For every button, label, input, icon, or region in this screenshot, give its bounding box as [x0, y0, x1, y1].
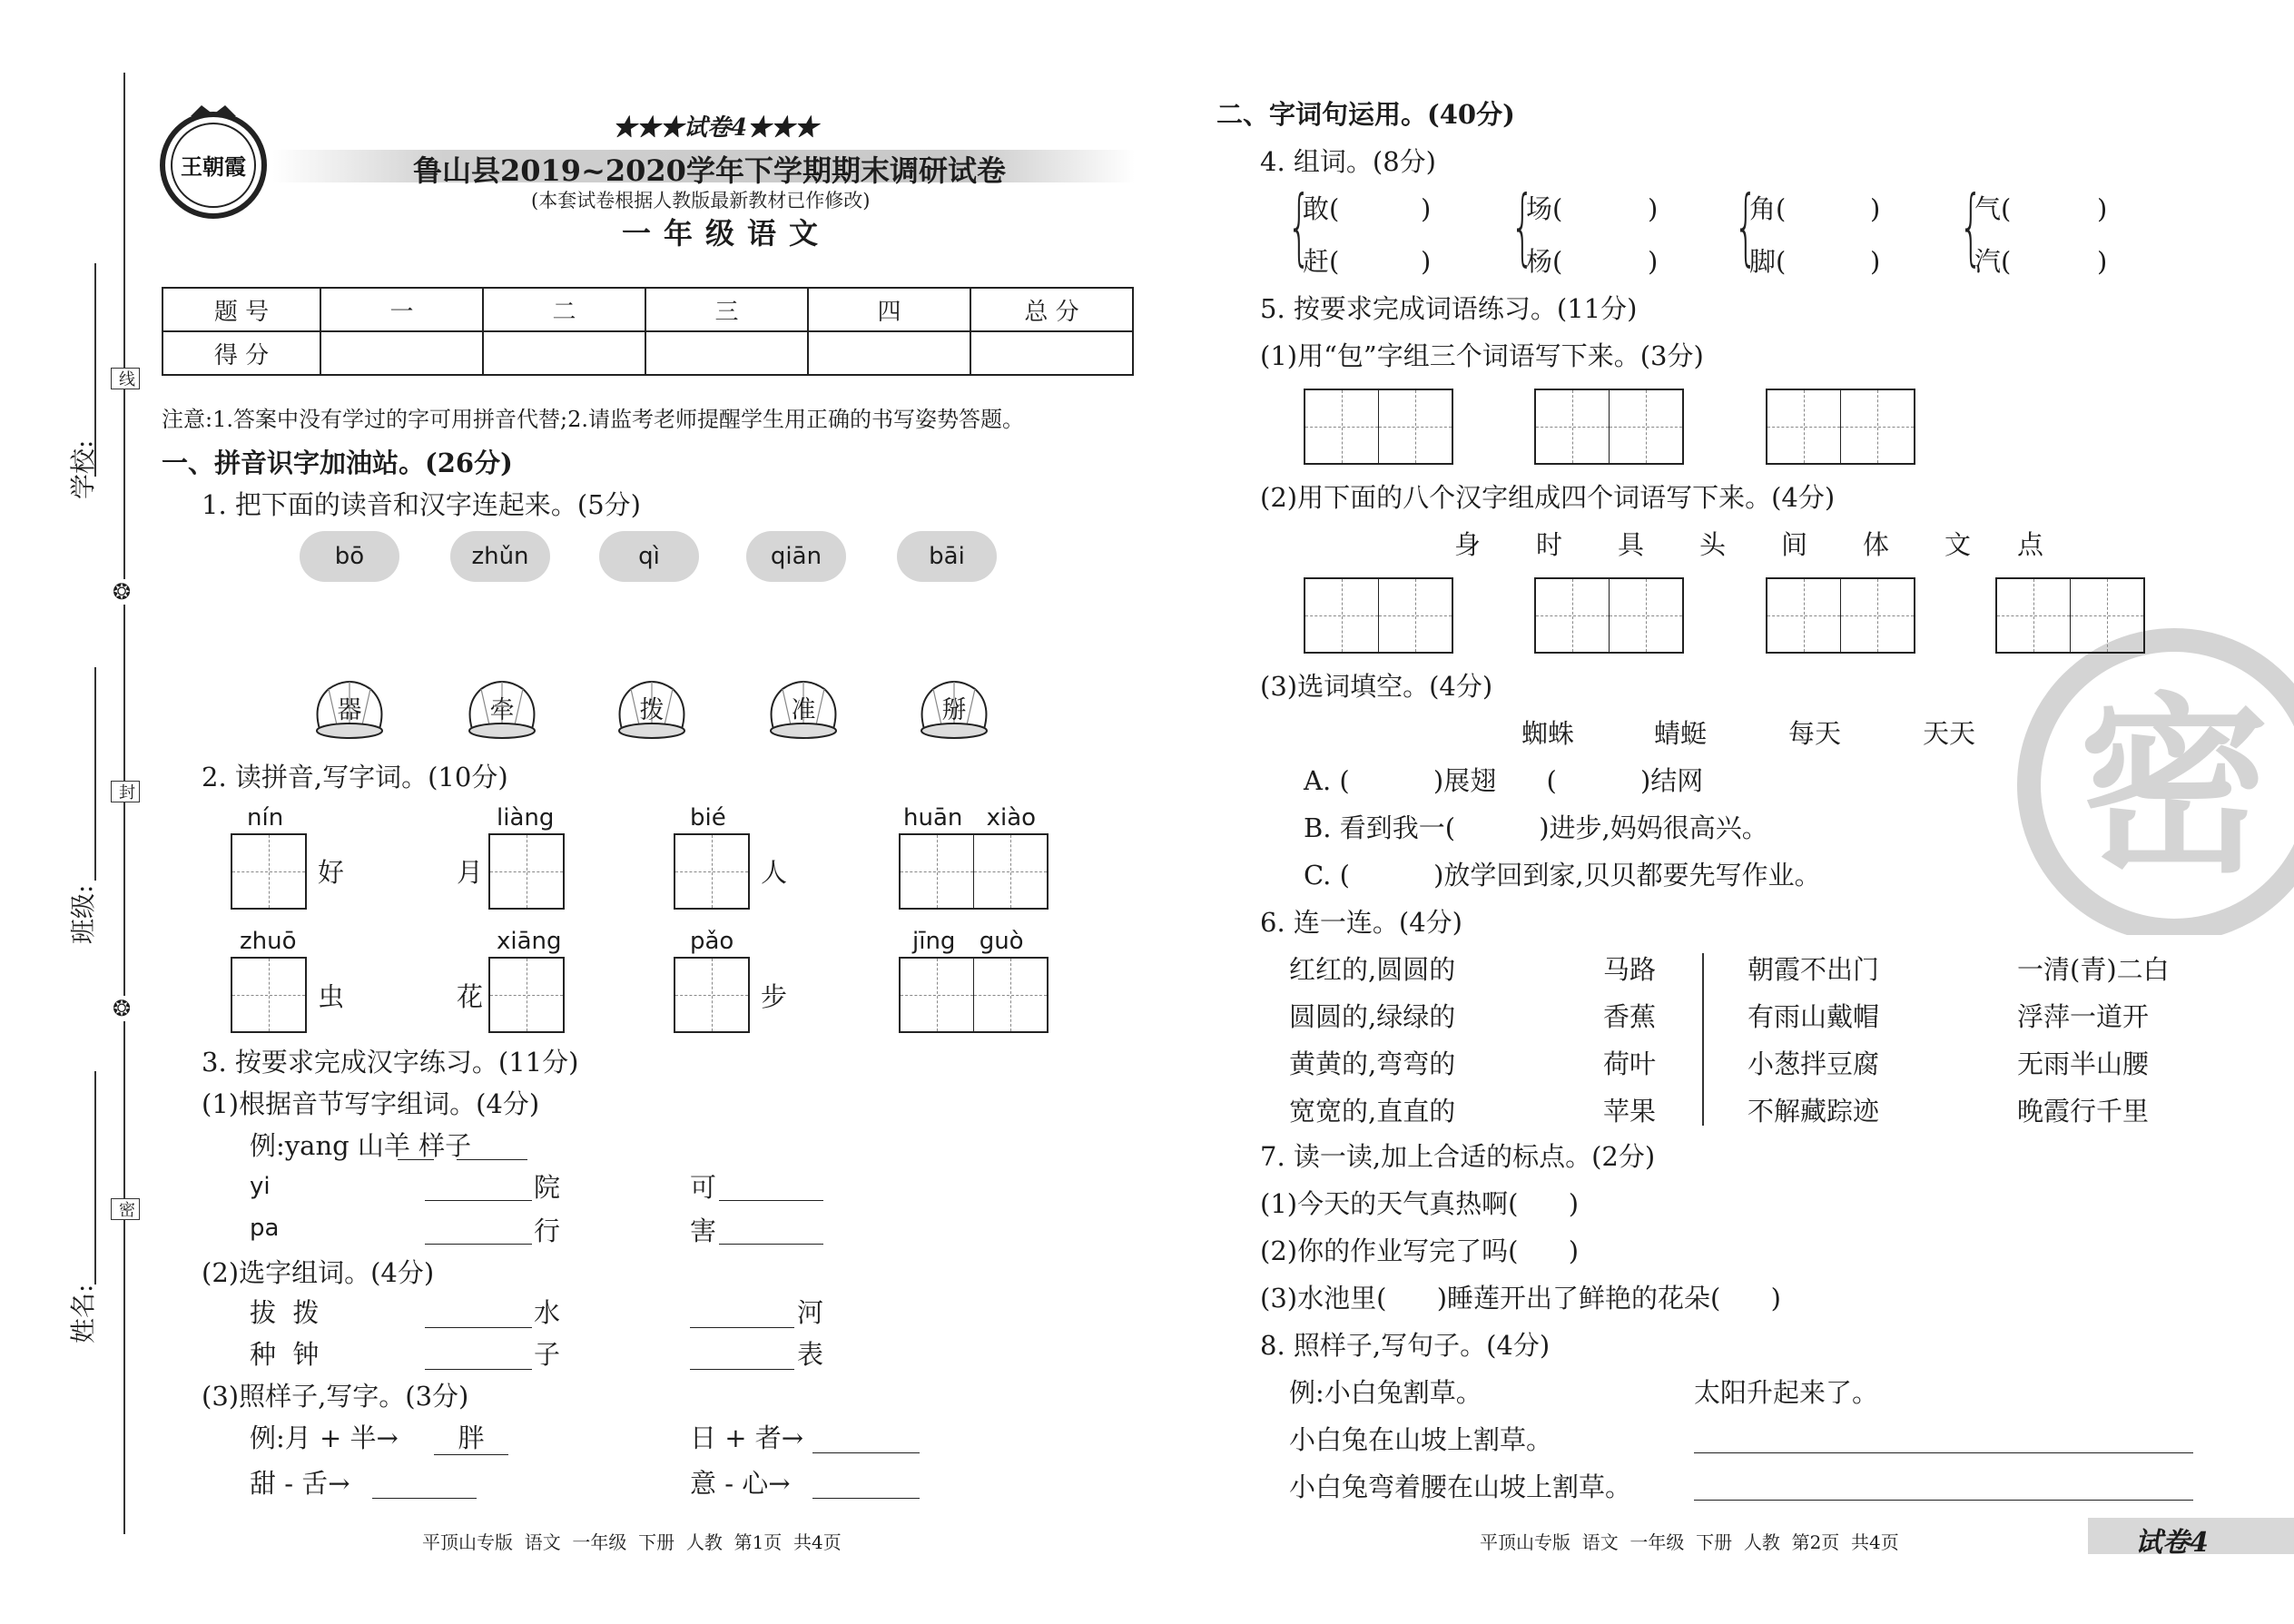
q7-title: 7. 读一读,加上合适的标点。(2分): [1260, 1141, 1656, 1172]
q4-word: 场(: [1526, 193, 1563, 224]
exam-subtitle: (本套试卷根据人教版最新教材已作修改): [531, 190, 871, 212]
shell-char[interactable]: [915, 676, 993, 740]
q4-close: ): [1870, 246, 1881, 277]
q3-char: 河: [797, 1297, 824, 1328]
shell-char-text: 器: [337, 696, 362, 724]
writing-grid[interactable]: [1304, 389, 1453, 465]
hanzi-option: 具: [1618, 529, 1645, 560]
answer-line[interactable]: [812, 1452, 920, 1453]
watermark-glyph: 密: [2078, 676, 2270, 899]
q8-sentence: 小白兔在山坡上割草。: [1289, 1424, 1553, 1455]
q4-word: 杨(: [1526, 246, 1563, 277]
shell-char-text: 准: [791, 696, 816, 724]
writing-grid[interactable]: [1534, 577, 1684, 654]
logo-text: 王朝霞: [181, 153, 246, 180]
q4-close: ): [2097, 193, 2108, 224]
school-label: 学校:: [68, 439, 98, 499]
q2-pinyin: huān xiào: [903, 804, 1037, 832]
hanzi-option: 头: [1699, 529, 1727, 560]
q2-char: 花: [457, 981, 484, 1012]
score-header: 题 号: [162, 288, 320, 331]
q2-pinyin: jīng guò: [912, 928, 1024, 955]
binding-mark-xian: 线: [111, 368, 140, 389]
pinyin-pill[interactable]: qiān: [746, 531, 846, 582]
match-left[interactable]: 红红的,圆圆的: [1289, 954, 1456, 985]
q4-close: ): [1648, 246, 1659, 277]
writing-grid[interactable]: [488, 833, 565, 910]
q2-pinyin: zhuō: [240, 928, 297, 955]
pinyin-pill[interactable]: zhǔn: [450, 531, 550, 582]
q3-char: 水: [534, 1297, 561, 1328]
score-header: 四: [808, 288, 970, 331]
writing-grid[interactable]: [1766, 389, 1915, 465]
q2-char: 步: [761, 981, 788, 1012]
word-option: 每天: [1788, 718, 1842, 749]
section2-title: 二、字词句运用。(40分): [1216, 99, 1515, 130]
hanzi-option: 体: [1863, 529, 1890, 560]
fill-sentence-c[interactable]: C. ( )放学回到家,贝贝都要先写作业。: [1304, 860, 1821, 891]
answer-line[interactable]: [425, 1244, 532, 1245]
answer-line[interactable]: [690, 1327, 794, 1328]
q8-example: 例:小白兔割草。: [1289, 1377, 1482, 1408]
footer-tag: 试卷4: [2135, 1527, 2209, 1559]
q3-pair: 种 钟: [250, 1339, 320, 1370]
notice: 注意:1.答案中没有学过的字可用拼音代替;2.请监考老师提醒学生用正确的书写姿势答题。: [162, 407, 1024, 432]
q3-syllable: pa: [250, 1215, 280, 1242]
shell-char[interactable]: [310, 676, 389, 740]
score-header: 一: [320, 288, 483, 331]
class-field[interactable]: [94, 667, 96, 881]
answer-line[interactable]: [1694, 1452, 2193, 1453]
match-right1[interactable]: 有雨山戴帽: [1748, 1001, 1880, 1032]
answer-line[interactable]: [425, 1200, 532, 1201]
score-table: [162, 287, 1134, 376]
shell-char-text: 牵: [489, 696, 515, 724]
q4-word: 赶(: [1303, 246, 1340, 277]
hanzi-option: 身: [1454, 529, 1482, 560]
q5-part1: (1)用“包”字组三个词语写下来。(3分): [1260, 340, 1704, 371]
q3-char: 表: [797, 1339, 824, 1370]
writing-grid[interactable]: [899, 957, 1049, 1033]
q3-compose: 甜 - 舌→: [250, 1468, 350, 1499]
q2-pinyin: bié: [690, 804, 726, 832]
footer-left: 平顶山专版 语文 一年级 下册 人教 第1页 共4页: [422, 1531, 842, 1553]
match-right2[interactable]: 浮萍一道开: [2017, 1001, 2150, 1032]
match-right2[interactable]: 无雨半山腰: [2017, 1048, 2150, 1079]
writing-grid[interactable]: [674, 957, 750, 1033]
match-divider: [1702, 953, 1704, 1126]
name-field[interactable]: [94, 1071, 96, 1284]
q3-syllable: yi: [250, 1173, 271, 1200]
exam-number: ★★★试卷4★★★: [613, 114, 819, 142]
answer-line[interactable]: [372, 1498, 477, 1499]
score-cell[interactable]: [320, 331, 483, 375]
writing-grid[interactable]: [231, 833, 307, 910]
match-mid[interactable]: 苹果: [1603, 1096, 1657, 1127]
school-field[interactable]: [94, 263, 96, 477]
match-left[interactable]: 宽宽的,直直的: [1289, 1096, 1456, 1127]
brace: {: [1734, 178, 1758, 275]
q4-close: ): [1870, 193, 1881, 224]
exam-title: 鲁山县2019~2020学年下学期期末调研试卷: [413, 153, 1006, 188]
writing-grid[interactable]: [674, 833, 750, 910]
q2-pinyin: pǎo: [690, 928, 734, 955]
pinyin-pill[interactable]: bāi: [897, 531, 997, 582]
answer-line[interactable]: [719, 1244, 823, 1245]
q5-title: 5. 按要求完成词语练习。(11分): [1260, 293, 1638, 324]
q2-char: 人: [761, 857, 788, 888]
writing-grid[interactable]: [231, 957, 307, 1033]
q6-title: 6. 连一连。(4分): [1260, 907, 1462, 938]
match-left[interactable]: 黄黄的,弯弯的: [1289, 1048, 1456, 1079]
q5-part2: (2)用下面的八个汉字组成四个词语写下来。(4分): [1260, 482, 1836, 513]
score-cell[interactable]: [483, 331, 645, 375]
q4-close: ): [2097, 246, 2108, 277]
q3-compose: 日 + 者→: [690, 1422, 804, 1453]
q2-char: 虫: [318, 981, 345, 1012]
brace: {: [1511, 178, 1535, 275]
q4-title: 4. 组词。(8分): [1260, 146, 1436, 177]
answer-line[interactable]: [1694, 1500, 2193, 1501]
q3-char: 行: [534, 1216, 561, 1246]
q2-pinyin: xiāng: [497, 928, 562, 955]
fill-sentence-b[interactable]: B. 看到我一( )进步,妈妈很高兴。: [1304, 812, 1768, 843]
score-header: 二: [483, 288, 645, 331]
binding-mark-mi: 密: [111, 1198, 140, 1220]
writing-grid[interactable]: [1766, 577, 1915, 654]
q4-word: 角(: [1749, 193, 1787, 224]
answer-line[interactable]: [690, 1369, 794, 1370]
fill-sentence-a[interactable]: A. ( )展翅 ( )结网: [1304, 765, 1704, 796]
score-header: 总 分: [970, 288, 1133, 331]
binding-ornament: ❂: [113, 579, 132, 605]
q8-sentence: 小白兔弯着腰在山坡上割草。: [1289, 1471, 1632, 1502]
q3-char: 害: [690, 1216, 717, 1246]
hanzi-option: 间: [1781, 529, 1808, 560]
match-mid[interactable]: 香蕉: [1603, 1001, 1657, 1032]
binding-line: [123, 73, 125, 1534]
shell-char[interactable]: [764, 676, 842, 740]
q3-part1: (1)根据音节写字组词。(4分): [202, 1088, 540, 1119]
brace: {: [1959, 178, 1984, 275]
q1-title: 1. 把下面的读音和汉字连起来。(5分): [202, 489, 641, 520]
section1-title: 一、拼音识字加油站。(26分): [162, 448, 513, 478]
word-option: 蜻蜓: [1654, 718, 1708, 749]
q4-close: ): [1421, 246, 1432, 277]
punctuation-sentence[interactable]: (1)今天的天气真热啊( ): [1260, 1188, 1580, 1219]
q3-title: 3. 按要求完成汉字练习。(11分): [202, 1047, 579, 1078]
q3-char: 子: [534, 1339, 561, 1370]
q3-pair: 拔 拨: [250, 1297, 320, 1328]
pinyin-pill[interactable]: bō: [300, 531, 399, 582]
q4-close: ): [1648, 193, 1659, 224]
writing-grid[interactable]: [488, 957, 565, 1033]
q3-part3: (3)照样子,写字。(3分): [202, 1381, 469, 1412]
hanzi-option: 点: [2017, 529, 2044, 560]
name-label: 姓名:: [68, 1284, 98, 1343]
answer-line[interactable]: [812, 1498, 920, 1499]
punctuation-sentence[interactable]: (3)水池里( )睡莲开出了鲜艳的花朵( ): [1260, 1283, 1781, 1314]
q2-title: 2. 读拼音,写字词。(10分): [202, 762, 508, 792]
answer-line[interactable]: [425, 1327, 532, 1328]
q3-char: 可: [690, 1172, 717, 1203]
q4-word: 气(: [1974, 193, 2012, 224]
punctuation-sentence[interactable]: (2)你的作业写完了吗( ): [1260, 1235, 1580, 1266]
q3-part1-example: 例:yang 山羊 样子: [250, 1130, 472, 1161]
writing-grid[interactable]: [1995, 577, 2145, 654]
answer-line[interactable]: [719, 1200, 823, 1201]
match-right1[interactable]: 不解藏踪迹: [1748, 1096, 1880, 1127]
q2-pinyin: liàng: [497, 804, 555, 832]
shell-char-text: 拨: [639, 696, 665, 724]
binding-mark-feng: 封: [111, 781, 140, 802]
q4-close: ): [1421, 193, 1432, 224]
q3-compose: 意 - 心→: [690, 1468, 791, 1499]
answer-line[interactable]: [425, 1369, 532, 1370]
brace: {: [1287, 178, 1312, 275]
score-header: 三: [645, 288, 808, 331]
match-right1[interactable]: 小葱拌豆腐: [1748, 1048, 1880, 1079]
q4-word: 敢(: [1303, 193, 1340, 224]
footer-right: 平顶山专版 语文 一年级 下册 人教 第2页 共4页: [1480, 1531, 1899, 1553]
class-label: 班级:: [68, 884, 98, 944]
example-underline: [457, 1159, 527, 1160]
word-option: 天天: [1923, 718, 1976, 749]
q3-example-answer: 胖: [434, 1422, 508, 1455]
example-underline: [398, 1159, 434, 1160]
shell-char[interactable]: [463, 676, 541, 740]
shell-char-text: 掰: [941, 696, 967, 724]
q2-pinyin: nín: [247, 804, 284, 832]
q2-char: 月: [457, 857, 484, 888]
match-right2[interactable]: 晚霞行千里: [2017, 1096, 2150, 1127]
secret-watermark: [2015, 626, 2294, 935]
match-right1[interactable]: 朝霞不出门: [1748, 954, 1880, 985]
q8-title: 8. 照样子,写句子。(4分): [1260, 1330, 1551, 1361]
q4-word: 汽(: [1974, 246, 2012, 277]
logo: [154, 100, 272, 222]
q3-part2: (2)选字组词。(4分): [202, 1257, 435, 1288]
q2-char: 好: [318, 857, 345, 888]
hanzi-option: 文: [1944, 529, 1972, 560]
match-right2[interactable]: 一清(青)二白: [2017, 954, 2170, 985]
writing-grid[interactable]: [899, 833, 1049, 910]
score-row-label: 得 分: [162, 331, 320, 375]
binding-ornament: ❂: [113, 996, 132, 1021]
writing-grid[interactable]: [1304, 577, 1453, 654]
q8-example-2: 太阳升起来了。: [1694, 1377, 1879, 1408]
shell-char[interactable]: [613, 676, 691, 740]
score-cell[interactable]: [970, 331, 1133, 375]
pinyin-pill[interactable]: qì: [599, 531, 699, 582]
grade-subject: 一年级语文: [622, 216, 832, 251]
score-cell[interactable]: [645, 331, 808, 375]
match-mid[interactable]: 马路: [1603, 954, 1657, 985]
hanzi-option: 时: [1536, 529, 1563, 560]
word-option: 蜘蛛: [1521, 718, 1575, 749]
q3-char: 院: [534, 1172, 561, 1203]
q4-word: 脚(: [1749, 246, 1787, 277]
match-left[interactable]: 圆圆的,绿绿的: [1289, 1001, 1456, 1032]
q5-part3: (3)选词填空。(4分): [1260, 671, 1493, 702]
score-cell[interactable]: [808, 331, 970, 375]
writing-grid[interactable]: [1534, 389, 1684, 465]
match-mid[interactable]: 荷叶: [1603, 1048, 1657, 1079]
q3-part3-example: 例:月 + 半→: [250, 1422, 399, 1453]
